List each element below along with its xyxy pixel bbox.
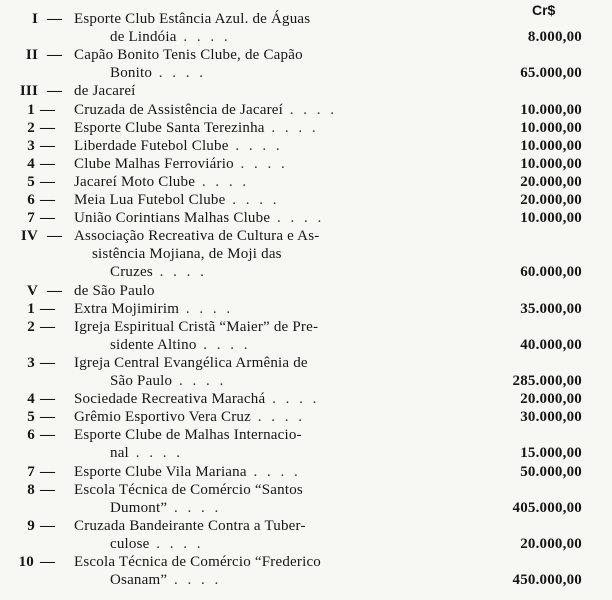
list-item	[0, 499, 600, 518]
item-text: Extra Mojimirim . . . .	[74, 300, 234, 317]
item-text: Meia Lua Futebol Clube . . . .	[74, 192, 280, 208]
item-text: Sociedade Recreativa Marachá . . . .	[74, 391, 320, 408]
item-text: Dumont” . . . .	[110, 499, 222, 516]
amount-value: 450.000,00	[512, 572, 582, 589]
amount-value: 285.000,00	[512, 373, 582, 389]
amount-value: 10.000,00	[520, 119, 582, 136]
item-text: Grêmio Esportivo Vera Cruz . . . .	[74, 409, 305, 426]
em-dash: —	[40, 192, 56, 208]
item-number: 8	[27, 481, 35, 498]
item-text: Escola Técnica de Comércio “Santos	[74, 481, 303, 498]
leader-dots: . . . .	[270, 210, 325, 227]
item-text: Cruzada de Assistência de Jacareí . . . .	[74, 101, 338, 118]
em-dash: —	[40, 155, 56, 172]
amount-value: 20.000,00	[520, 192, 582, 208]
item-number: V	[26, 282, 38, 299]
item-number: 5	[27, 409, 35, 426]
item-number: 2	[27, 318, 35, 335]
item-number: 3	[27, 354, 35, 371]
em-dash: —	[40, 318, 56, 335]
leader-dots: . . . .	[225, 192, 280, 208]
list-item	[0, 82, 600, 101]
item-number: 5	[27, 173, 35, 190]
em-dash: —	[40, 119, 56, 136]
leader-dots: . . . .	[283, 101, 338, 118]
list-item	[0, 209, 600, 228]
list-item	[0, 101, 600, 120]
item-text: Cruzes . . . .	[110, 264, 207, 281]
item-text: Associação Recreativa de Cultura e As-	[74, 228, 320, 245]
item-number: 3	[27, 137, 35, 154]
list-item	[0, 517, 600, 536]
em-dash: —	[40, 391, 56, 408]
amount-value: 10.000,00	[520, 137, 582, 154]
item-number: 4	[27, 391, 35, 408]
item-number: 1	[27, 300, 35, 317]
list-item	[0, 318, 600, 337]
item-text: Clube Malhas Ferroviário . . . .	[74, 155, 288, 172]
list-item	[0, 119, 600, 138]
item-text: Liberdade Futebol Clube . . . .	[74, 137, 283, 154]
list-item	[0, 300, 600, 319]
item-text: Igreja Espiritual Cristã “Maier” de Pre-	[74, 318, 319, 335]
em-dash: —	[47, 11, 63, 27]
list-item	[0, 227, 600, 246]
leader-dots: . . . .	[179, 300, 234, 317]
leader-dots: . . . .	[250, 409, 305, 426]
item-text: de Lindóia . . . .	[110, 29, 231, 46]
item-number: 6	[27, 427, 35, 444]
amount-value: 10.000,00	[520, 210, 582, 227]
item-text: Cruzada Bandeirante Contra a Tuber-	[74, 517, 306, 534]
leader-dots: . . . .	[264, 119, 319, 136]
list-item	[0, 46, 600, 65]
item-number: I	[31, 11, 38, 27]
list-item	[0, 137, 600, 156]
item-text: Capão Bonito Tenis Clube, de Capão	[74, 47, 303, 64]
em-dash: —	[47, 228, 63, 245]
em-dash: —	[40, 354, 56, 371]
currency-header: Cr$	[532, 2, 556, 18]
item-number: II	[25, 47, 38, 64]
amount-value: 8.000,00	[527, 29, 582, 46]
em-dash: —	[40, 409, 56, 426]
item-text: Esporte Clube Santa Terezinha . . . .	[74, 119, 319, 136]
leader-dots: . . . .	[128, 445, 183, 462]
item-text: de Jacareí	[74, 83, 136, 100]
item-text: Esporte Clube de Malhas Internacio-	[74, 427, 302, 444]
amount-value: 65.000,00	[520, 65, 582, 82]
item-text: Osanam” . . . .	[110, 572, 222, 589]
amount-value: 10.000,00	[520, 101, 582, 118]
list-item	[0, 155, 600, 174]
item-text: São Paulo . . . .	[110, 373, 227, 389]
em-dash: —	[47, 282, 63, 299]
item-text: União Corintians Malhas Clube . . . .	[74, 210, 325, 227]
em-dash: —	[40, 427, 56, 444]
leader-dots: . . . .	[176, 29, 231, 46]
leader-dots: . . . .	[196, 336, 251, 353]
item-text: sistência Mojiana, de Moji das	[92, 246, 282, 263]
item-text: de São Paulo	[74, 282, 155, 299]
leader-dots: . . . .	[149, 535, 204, 552]
list-item	[0, 571, 600, 590]
leader-dots: . . . .	[195, 173, 250, 190]
em-dash: —	[40, 173, 56, 190]
list-item	[0, 426, 600, 445]
list-item	[0, 535, 600, 554]
item-number: 7	[27, 210, 35, 227]
item-number: III	[19, 83, 38, 100]
amount-value: 20.000,00	[520, 391, 582, 408]
item-text: Esporte Clube Vila Mariana . . . .	[74, 463, 301, 480]
item-number: 9	[27, 517, 35, 534]
list-item	[0, 481, 600, 500]
list-item	[0, 173, 600, 192]
em-dash: —	[40, 481, 56, 498]
list-item	[0, 372, 600, 391]
leader-dots: . . . .	[233, 155, 288, 172]
list-item	[0, 463, 600, 482]
amount-value: 35.000,00	[520, 300, 582, 317]
item-number: 6	[27, 192, 35, 208]
list-item	[0, 282, 600, 301]
list-item	[0, 10, 600, 29]
amount-value: 50.000,00	[520, 463, 582, 480]
item-number: 2	[27, 119, 35, 136]
list-item	[0, 336, 600, 355]
item-text: Esporte Club Estância Azul. de Águas	[74, 11, 311, 27]
leader-dots: . . . .	[172, 373, 227, 389]
item-number: IV	[20, 228, 38, 245]
em-dash: —	[40, 101, 56, 118]
list-item	[0, 28, 600, 47]
em-dash: —	[47, 83, 63, 100]
em-dash: —	[47, 47, 63, 64]
amount-value: 405.000,00	[512, 499, 582, 516]
item-text: Bonito . . . .	[110, 65, 207, 82]
em-dash: —	[40, 463, 56, 480]
amount-value: 40.000,00	[520, 336, 582, 353]
item-text: sidente Altino . . . .	[110, 336, 251, 353]
list-item	[0, 553, 600, 572]
item-text: Igreja Central Evangélica Armênia de	[74, 354, 308, 371]
amount-value: 30.000,00	[520, 409, 582, 426]
amount-value: 60.000,00	[520, 264, 582, 281]
leader-dots: . . . .	[152, 65, 207, 82]
list-item	[0, 354, 600, 373]
leader-dots: . . . .	[246, 463, 301, 480]
item-text: Jacareí Moto Clube . . . .	[74, 173, 250, 190]
amount-value: 20.000,00	[520, 173, 582, 190]
leader-dots: . . . .	[228, 137, 283, 154]
amount-value: 15.000,00	[520, 445, 582, 462]
em-dash: —	[40, 300, 56, 317]
amount-value: 10.000,00	[520, 155, 582, 172]
item-number: 10	[18, 554, 34, 570]
amount-value: 20.000,00	[520, 535, 582, 552]
list-item	[0, 64, 600, 83]
list-item	[0, 390, 600, 409]
leader-dots: . . . .	[265, 391, 320, 408]
item-text: nal . . . .	[110, 445, 183, 462]
em-dash: —	[40, 137, 56, 154]
item-text: Escola Técnica de Comércio “Frederico	[74, 554, 322, 570]
item-number: 7	[27, 463, 35, 480]
leader-dots: . . . .	[167, 572, 222, 589]
em-dash: —	[40, 210, 56, 227]
em-dash: —	[40, 517, 56, 534]
list-item	[0, 263, 600, 282]
list-item	[0, 191, 600, 210]
leader-dots: . . . .	[152, 264, 207, 281]
list-item	[0, 245, 600, 264]
leader-dots: . . . .	[167, 499, 222, 516]
em-dash: —	[40, 554, 56, 570]
item-text: culose . . . .	[110, 535, 204, 552]
list-item	[0, 444, 600, 463]
item-number: 4	[27, 155, 35, 172]
item-number: 1	[27, 101, 35, 118]
list-item	[0, 408, 600, 427]
